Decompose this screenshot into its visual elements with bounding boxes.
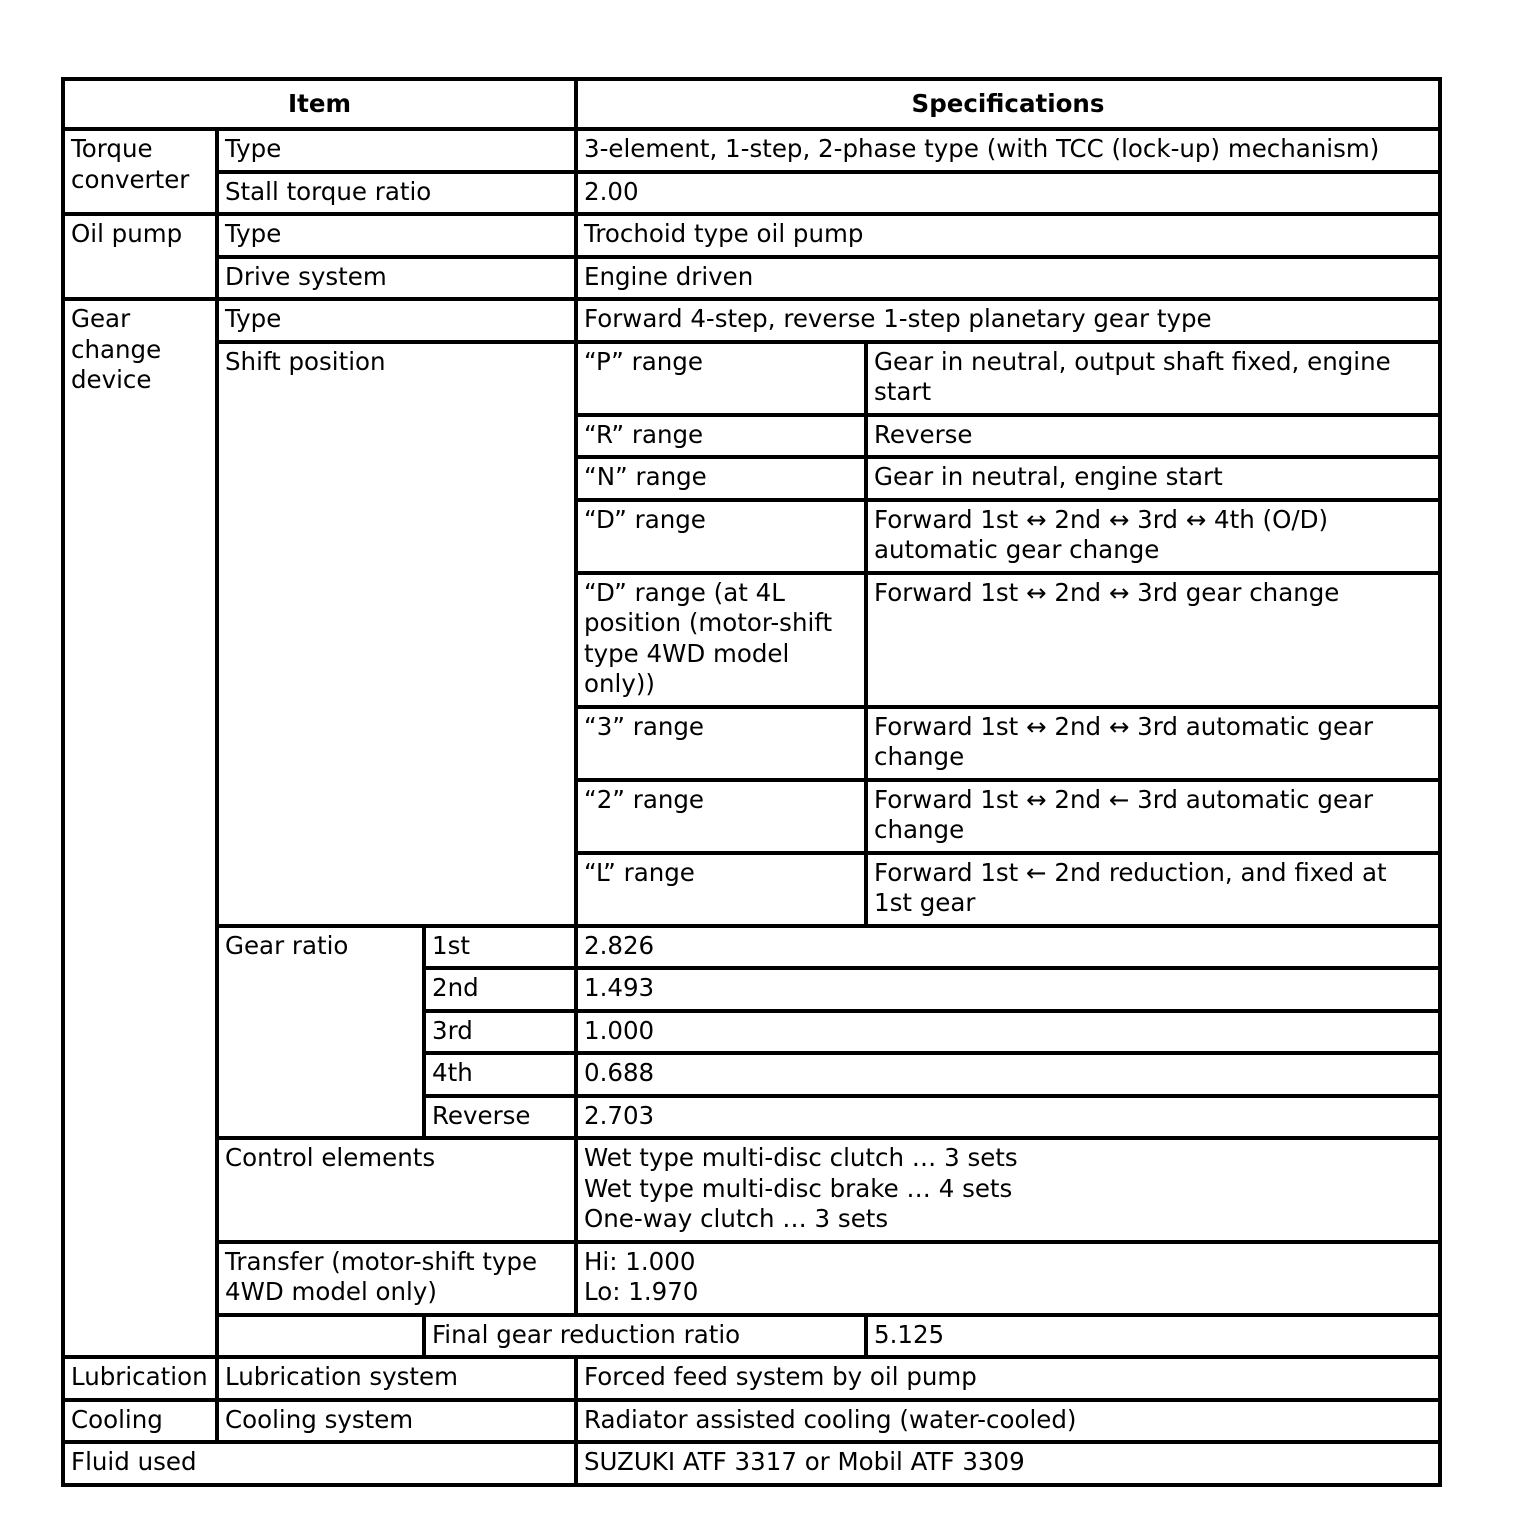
gc-type-label: Type: [217, 299, 576, 342]
range-2-desc: Forward 1st ↔ 2nd ← 3rd automatic gear change: [866, 780, 1440, 853]
range-n: “N” range: [576, 457, 866, 500]
gear-2nd-value: 1.493: [576, 968, 1440, 1011]
range-p: “P” range: [576, 342, 866, 415]
gear-2nd: 2nd: [424, 968, 576, 1011]
tc-type-label: Type: [217, 129, 576, 172]
op-drive-label: Drive system: [217, 257, 576, 300]
range-n-desc: Gear in neutral, engine start: [866, 457, 1440, 500]
fluid-value: SUZUKI ATF 3317 or Mobil ATF 3309: [576, 1442, 1440, 1485]
table-row: [63, 129, 1440, 172]
table-row: [63, 257, 1440, 300]
table-row: [63, 1315, 1440, 1358]
transfer-line: Hi: 1.000: [584, 1246, 696, 1276]
gear-1st: 1st: [424, 926, 576, 969]
header-row: [63, 79, 1440, 129]
cooling-system-label: Cooling system: [217, 1400, 576, 1443]
transfer-label: Transfer (motor-shift type 4WD model only): [217, 1242, 576, 1315]
range-d-4l: “D” range (at 4L position (motor-shift type 4WD model only)): [576, 573, 866, 707]
range-2: “2” range: [576, 780, 866, 853]
table-row: [63, 299, 1440, 342]
final-gear-value: 5.125: [866, 1315, 1440, 1358]
gear-change-label: Gear change device: [63, 299, 217, 1357]
table-row: [63, 1442, 1440, 1485]
op-type-label: Type: [217, 214, 576, 257]
gear-4th-value: 0.688: [576, 1053, 1440, 1096]
gc-type-value: Forward 4-step, reverse 1-step planetary gear type: [576, 299, 1440, 342]
table-row: [63, 172, 1440, 215]
range-d-4l-desc: Forward 1st ↔ 2nd ↔ 3rd gear change: [866, 573, 1440, 707]
range-l-desc: Forward 1st ← 2nd reduction, and fixed at 1st gear: [866, 853, 1440, 926]
control-line: Wet type multi-disc brake … 4 sets: [584, 1173, 1013, 1203]
transfer-value: [576, 1242, 1440, 1315]
gear-reverse-value: 2.703: [576, 1096, 1440, 1139]
table-row: [63, 214, 1440, 257]
table-row: [63, 1138, 1440, 1242]
tc-type-value: 3-element, 1-step, 2-phase type (with TCC (lock-up) mechanism): [576, 129, 1440, 172]
cooling-value: Radiator assisted cooling (water-cooled): [576, 1400, 1440, 1443]
cooling-label: Cooling: [63, 1400, 217, 1443]
oil-pump-label: Oil pump: [63, 214, 217, 299]
gear-3rd-value: 1.000: [576, 1011, 1440, 1054]
range-r-desc: Reverse: [866, 415, 1440, 458]
range-r: “R” range: [576, 415, 866, 458]
lubrication-label: Lubrication: [63, 1357, 217, 1400]
gear-reverse: Reverse: [424, 1096, 576, 1139]
lubrication-value: Forced feed system by oil pump: [576, 1357, 1440, 1400]
control-elements-value: [576, 1138, 1440, 1242]
fluid-label: Fluid used: [63, 1442, 576, 1485]
header-specifications: Specifications: [576, 79, 1440, 129]
op-drive-value: Engine driven: [576, 257, 1440, 300]
range-d-desc: Forward 1st ↔ 2nd ↔ 3rd ↔ 4th (O/D) automatic gear change: [866, 500, 1440, 573]
gear-ratio-label: Gear ratio: [217, 926, 424, 1139]
control-line: One-way clutch … 3 sets: [584, 1204, 889, 1233]
range-d: “D” range: [576, 500, 866, 573]
range-3: “3” range: [576, 707, 866, 780]
tc-stall-label: Stall torque ratio: [217, 172, 576, 215]
tc-stall-value: 2.00: [576, 172, 1440, 215]
gear-4th: 4th: [424, 1053, 576, 1096]
range-p-desc: Gear in neutral, output shaft fixed, engine start: [866, 342, 1440, 415]
table-row: [63, 342, 1440, 415]
table-row: [63, 926, 1440, 969]
control-line: Wet type multi-disc clutch … 3 sets: [584, 1143, 1018, 1172]
final-gear-empty: [217, 1315, 424, 1358]
gear-1st-value: 2.826: [576, 926, 1440, 969]
gear-3rd: 3rd: [424, 1011, 576, 1054]
lubrication-system-label: Lubrication system: [217, 1357, 576, 1400]
control-elements-label: Control elements: [217, 1138, 576, 1242]
final-gear-label: Final gear reduction ratio: [424, 1315, 866, 1358]
shift-position-label: Shift position: [217, 342, 576, 926]
specifications-table: [61, 77, 1442, 1487]
range-3-desc: Forward 1st ↔ 2nd ↔ 3rd automatic gear change: [866, 707, 1440, 780]
table-row: [63, 1400, 1440, 1443]
header-item: Item: [63, 79, 576, 129]
torque-converter-label: Torque converter: [63, 129, 217, 214]
range-l: “L” range: [576, 853, 866, 926]
op-type-value: Trochoid type oil pump: [576, 214, 1440, 257]
table-row: [63, 1357, 1440, 1400]
table-row: [63, 1242, 1440, 1315]
transfer-line: Lo: 1.970: [584, 1277, 699, 1306]
